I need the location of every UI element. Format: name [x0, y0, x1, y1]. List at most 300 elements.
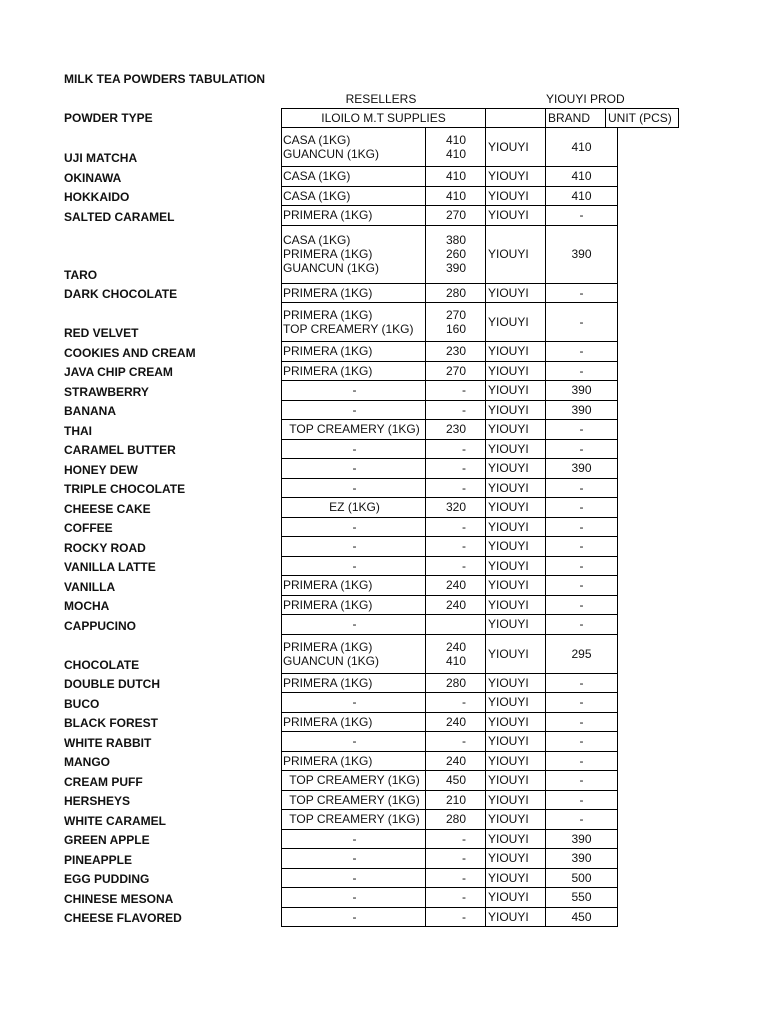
reseller-name-header: ILOILO M.T SUPPLIES [282, 109, 486, 127]
sheet-title: MILK TEA POWDERS TABULATION [64, 72, 266, 86]
brand-cell: YIOUYI [485, 732, 546, 752]
powder-name: TRIPLE CHOCOLATE [64, 482, 186, 496]
price-cell [425, 888, 486, 908]
price-entry: - [462, 695, 466, 710]
price-entry: - [462, 539, 466, 554]
price-cell [425, 557, 486, 577]
unit-cell: - [545, 284, 618, 304]
price-cell [425, 440, 486, 460]
table-row [0, 303, 768, 342]
reseller-cell [281, 810, 426, 830]
price-entry: 240 [445, 597, 466, 612]
powder-name: MANGO [64, 755, 110, 769]
reseller-entry: GUANCUN (1KG) [283, 653, 380, 668]
powder-name: CHEESE CAKE [64, 501, 151, 516]
reseller-cell [281, 830, 426, 850]
reseller-entry: EZ (1KG) [329, 500, 380, 515]
reseller-cell [281, 303, 426, 342]
unit-cell: - [545, 303, 618, 342]
powder-name: COFFEE [64, 521, 113, 535]
price-entry: - [462, 890, 466, 905]
price-entry: 280 [445, 285, 466, 300]
reseller-cell [281, 752, 426, 772]
brand-cell: YIOUYI [485, 615, 546, 635]
reseller-entry: - [352, 870, 357, 885]
resellers-header: RESELLERS [345, 92, 417, 106]
unit-cell: 550 [545, 888, 618, 908]
reseller-cell [281, 908, 426, 928]
price-cell [425, 908, 486, 928]
price-entry: 210 [445, 792, 466, 807]
brand-cell: YIOUYI [485, 498, 546, 518]
price-entry: 380 [445, 233, 466, 247]
price-cell [425, 167, 486, 187]
price-cell [425, 830, 486, 850]
powder-name: COOKIES AND CREAM [64, 345, 196, 360]
price-cell [425, 732, 486, 752]
brand-cell: YIOUYI [485, 869, 546, 889]
brand-cell: YIOUYI [485, 128, 546, 167]
reseller-entry: - [352, 558, 357, 573]
reseller-cell [281, 187, 426, 207]
brand-cell: YIOUYI [485, 459, 546, 479]
brand-cell: YIOUYI [485, 830, 546, 850]
price-entry: - [462, 383, 466, 398]
reseller-cell [281, 537, 426, 557]
brand-cell: YIOUYI [485, 908, 546, 928]
price-entry: - [462, 851, 466, 866]
reseller-entry: CASA (1KG) [283, 169, 351, 184]
price-entry: 230 [445, 344, 466, 359]
price-entry: 320 [445, 500, 466, 515]
price-cell [425, 498, 486, 518]
table-row [0, 849, 768, 869]
price-entry: - [462, 831, 466, 846]
powder-name: TARO [64, 267, 98, 282]
reseller-entry: - [352, 519, 357, 534]
powder-name: CHINESE MESONA [64, 891, 174, 906]
reseller-entry: - [352, 695, 357, 710]
price-cell [425, 187, 486, 207]
powder-name: BLACK FOREST [64, 716, 158, 730]
reseller-entry: PRIMERA (1KG) [283, 675, 373, 690]
powder-name: VANILLA [64, 579, 116, 594]
reseller-cell [281, 498, 426, 518]
table-row [0, 557, 768, 577]
price-cell [425, 362, 486, 382]
powder-name: HERSHEYS [64, 794, 131, 808]
price-entry: 410 [445, 133, 466, 147]
unit-cell: - [545, 479, 618, 499]
reseller-entry: TOP CREAMERY (1KG) [289, 422, 420, 437]
price-entry: - [462, 480, 466, 495]
unit-cell: - [545, 576, 618, 596]
reseller-entry: PRIMERA (1KG) [283, 714, 373, 729]
yiouyi-prod-header: YIOUYI PROD [546, 92, 625, 106]
powder-name: JAVA CHIP CREAM [64, 365, 173, 379]
price-cell [425, 479, 486, 499]
unit-cell: 410 [545, 128, 618, 167]
reseller-entry: GUANCUN (1KG) [283, 261, 380, 275]
price-entry: 270 [445, 308, 466, 322]
price-entry: 160 [445, 322, 466, 336]
table-row [0, 440, 768, 460]
table-row [0, 869, 768, 889]
price-cell [425, 401, 486, 421]
brand-cell: YIOUYI [485, 420, 546, 440]
unit-cell: 410 [545, 167, 618, 187]
unit-cell: 410 [545, 187, 618, 207]
table-row [0, 284, 768, 304]
price-entry: 270 [445, 208, 466, 223]
powder-name: UJI MATCHA [64, 151, 138, 165]
unit-cell: 500 [545, 869, 618, 889]
powder-name: HOKKAIDO [64, 190, 130, 204]
unit-cell: 390 [545, 381, 618, 401]
unit-cell: 450 [545, 908, 618, 928]
table-row [0, 674, 768, 694]
table-row [0, 713, 768, 733]
reseller-cell [281, 342, 426, 362]
reseller-entry: PRIMERA (1KG) [283, 578, 373, 593]
price-cell [425, 771, 486, 791]
price-entry: 280 [445, 675, 466, 690]
brand-cell: YIOUYI [485, 518, 546, 538]
table-row [0, 167, 768, 187]
unit-cell: - [545, 206, 618, 226]
table-row [0, 479, 768, 499]
reseller-entry: PRIMERA (1KG) [283, 753, 373, 768]
brand-cell: YIOUYI [485, 791, 546, 811]
price-cell [425, 674, 486, 694]
powder-name: CHEESE FLAVORED [64, 911, 182, 925]
reseller-entry: - [352, 851, 357, 866]
reseller-cell [281, 479, 426, 499]
powder-name: EGG PUDDING [64, 872, 150, 886]
powder-name: BUCO [64, 696, 100, 711]
unit-cell: - [545, 342, 618, 362]
reseller-cell [281, 401, 426, 421]
price-cell [425, 518, 486, 538]
reseller-entry: - [352, 617, 357, 632]
reseller-entry: TOP CREAMERY (1KG) [283, 322, 414, 336]
powder-name: GREEN APPLE [64, 833, 150, 847]
unit-cell: - [545, 440, 618, 460]
powder-name: OKINAWA [64, 170, 122, 185]
powder-name: CHOCOLATE [64, 657, 140, 672]
table-row [0, 518, 768, 538]
unit-header: UNIT (PCS) [608, 111, 672, 125]
brand-cell: YIOUYI [485, 187, 546, 207]
brand-cell: YIOUYI [485, 206, 546, 226]
brand-cell: YIOUYI [485, 810, 546, 830]
table-row [0, 459, 768, 479]
price-cell [425, 459, 486, 479]
powder-name: HONEY DEW [64, 462, 138, 477]
table-row [0, 596, 768, 616]
price-cell [425, 284, 486, 304]
powder-name: STRAWBERRY [64, 384, 149, 399]
table-row [0, 635, 768, 674]
powder-name: PINEAPPLE [64, 852, 133, 867]
table-row [0, 693, 768, 713]
price-entry: 450 [445, 773, 466, 788]
price-entry: - [462, 909, 466, 924]
unit-cell: 390 [545, 849, 618, 869]
powder-name: WHITE RABBIT [64, 735, 152, 750]
unit-cell: - [545, 732, 618, 752]
price-cell [425, 693, 486, 713]
reseller-cell [281, 596, 426, 616]
brand-cell: YIOUYI [485, 440, 546, 460]
unit-cell: - [545, 674, 618, 694]
brand-header: BRAND [546, 109, 606, 127]
brand-cell: YIOUYI [485, 771, 546, 791]
price-cell [425, 752, 486, 772]
price-cell [425, 420, 486, 440]
table-row [0, 420, 768, 440]
table-row [0, 226, 768, 284]
table-row [0, 752, 768, 772]
unit-cell: - [545, 596, 618, 616]
price-entry: 270 [445, 363, 466, 378]
reseller-cell [281, 128, 426, 167]
price-cell [425, 342, 486, 362]
reseller-entry: CASA (1KG) [283, 233, 351, 247]
table-row [0, 576, 768, 596]
brand-cell: YIOUYI [485, 167, 546, 187]
powder-name: DOUBLE DUTCH [64, 677, 160, 691]
brand-cell: YIOUYI [485, 674, 546, 694]
brand-cell: YIOUYI [485, 362, 546, 382]
reseller-entry: CASA (1KG) [283, 188, 351, 203]
price-cell [425, 869, 486, 889]
brand-cell: YIOUYI [485, 537, 546, 557]
powder-name: DARK CHOCOLATE [64, 287, 178, 301]
unit-cell: 390 [545, 226, 618, 284]
table-row [0, 206, 768, 226]
reseller-entry: - [352, 831, 357, 846]
brand-cell: YIOUYI [485, 713, 546, 733]
reseller-cell [281, 674, 426, 694]
price-header [486, 109, 546, 127]
reseller-entry: - [352, 461, 357, 476]
price-cell [425, 206, 486, 226]
powder-name: CREAM PUFF [64, 774, 143, 789]
brand-cell: YIOUYI [485, 303, 546, 342]
reseller-entry: - [352, 539, 357, 554]
unit-cell: - [545, 713, 618, 733]
reseller-entry: - [352, 734, 357, 749]
reseller-entry: TOP CREAMERY (1KG) [289, 773, 420, 788]
reseller-entry: - [352, 402, 357, 417]
reseller-cell [281, 440, 426, 460]
reseller-entry: PRIMERA (1KG) [283, 208, 373, 223]
powder-name: WHITE CARAMEL [64, 813, 166, 828]
brand-cell: YIOUYI [485, 284, 546, 304]
price-entry: - [462, 734, 466, 749]
table-row [0, 888, 768, 908]
unit-cell: 390 [545, 459, 618, 479]
price-entry: 390 [445, 261, 466, 275]
table-row [0, 187, 768, 207]
column-header-row [281, 108, 679, 128]
table-row [0, 908, 768, 928]
price-entry: 410 [445, 188, 466, 203]
reseller-cell [281, 732, 426, 752]
table-row [0, 362, 768, 382]
price-entry: 410 [445, 653, 466, 668]
price-cell [425, 713, 486, 733]
reseller-cell [281, 362, 426, 382]
brand-cell: YIOUYI [485, 557, 546, 577]
unit-cell: 390 [545, 401, 618, 421]
reseller-cell [281, 459, 426, 479]
powder-name: BANANA [64, 404, 116, 418]
unit-cell: - [545, 537, 618, 557]
unit-cell: 295 [545, 635, 618, 674]
reseller-cell [281, 888, 426, 908]
unit-cell: - [545, 810, 618, 830]
unit-cell: - [545, 771, 618, 791]
price-cell [425, 226, 486, 284]
price-cell [425, 576, 486, 596]
powder-name: ROCKY ROAD [64, 540, 146, 555]
unit-cell: 390 [545, 830, 618, 850]
reseller-cell [281, 615, 426, 635]
brand-cell: YIOUYI [485, 576, 546, 596]
price-cell [425, 381, 486, 401]
reseller-entry: - [352, 383, 357, 398]
reseller-entry: PRIMERA (1KG) [283, 285, 373, 300]
reseller-cell [281, 791, 426, 811]
table-row [0, 498, 768, 518]
price-entry: - [462, 870, 466, 885]
reseller-cell [281, 420, 426, 440]
reseller-cell [281, 557, 426, 577]
price-entry: - [462, 402, 466, 417]
powder-name: CARAMEL BUTTER [64, 443, 176, 457]
powder-name: RED VELVET [64, 326, 139, 340]
reseller-entry: PRIMERA (1KG) [283, 363, 373, 378]
brand-cell: YIOUYI [485, 849, 546, 869]
table-row [0, 791, 768, 811]
price-cell [425, 596, 486, 616]
reseller-entry: TOP CREAMERY (1KG) [289, 812, 420, 827]
reseller-entry: PRIMERA (1KG) [283, 639, 373, 654]
reseller-cell [281, 206, 426, 226]
table-row [0, 381, 768, 401]
reseller-cell [281, 849, 426, 869]
reseller-entry: CASA (1KG) [283, 133, 351, 147]
reseller-cell [281, 869, 426, 889]
table-row [0, 342, 768, 362]
reseller-cell [281, 576, 426, 596]
unit-cell: - [545, 791, 618, 811]
table-row [0, 401, 768, 421]
price-entry: 410 [445, 147, 466, 161]
reseller-cell [281, 518, 426, 538]
price-entry: 240 [445, 753, 466, 768]
price-entry: 260 [445, 247, 466, 261]
powder-name: SALTED CARAMEL [64, 209, 175, 224]
price-entry: - [462, 441, 466, 456]
brand-cell: YIOUYI [485, 635, 546, 674]
unit-cell: - [545, 362, 618, 382]
price-entry: 280 [445, 812, 466, 827]
reseller-cell [281, 284, 426, 304]
reseller-cell [281, 167, 426, 187]
price-entry: 230 [445, 422, 466, 437]
table-row [0, 537, 768, 557]
brand-cell: YIOUYI [485, 342, 546, 362]
price-cell [425, 849, 486, 869]
reseller-cell [281, 693, 426, 713]
reseller-entry: - [352, 480, 357, 495]
reseller-entry: GUANCUN (1KG) [283, 147, 380, 161]
price-cell [425, 615, 486, 635]
brand-cell: YIOUYI [485, 226, 546, 284]
powder-type-header: POWDER TYPE [64, 111, 153, 125]
table-row [0, 771, 768, 791]
brand-cell: YIOUYI [485, 596, 546, 616]
price-cell [425, 635, 486, 674]
powder-name: VANILLA LATTE [64, 560, 156, 574]
brand-cell: YIOUYI [485, 381, 546, 401]
unit-cell: - [545, 420, 618, 440]
brand-cell: YIOUYI [485, 752, 546, 772]
brand-cell: YIOUYI [485, 888, 546, 908]
price-cell [425, 810, 486, 830]
reseller-cell [281, 771, 426, 791]
reseller-entry: - [352, 441, 357, 456]
reseller-cell [281, 226, 426, 284]
unit-cell: - [545, 518, 618, 538]
reseller-entry: PRIMERA (1KG) [283, 597, 373, 612]
reseller-entry: TOP CREAMERY (1KG) [289, 792, 420, 807]
reseller-entry: PRIMERA (1KG) [283, 344, 373, 359]
unit-cell: - [545, 615, 618, 635]
reseller-entry: PRIMERA (1KG) [283, 247, 373, 261]
table-row [0, 830, 768, 850]
reseller-cell [281, 381, 426, 401]
reseller-entry: - [352, 909, 357, 924]
price-entry: 240 [445, 578, 466, 593]
brand-cell: YIOUYI [485, 479, 546, 499]
price-cell [425, 128, 486, 167]
price-cell [425, 537, 486, 557]
price-entry: - [462, 558, 466, 573]
reseller-cell [281, 713, 426, 733]
reseller-entry: - [352, 890, 357, 905]
price-cell [425, 791, 486, 811]
powder-name: CAPPUCINO [64, 618, 137, 633]
price-entry: - [462, 461, 466, 476]
table-row [0, 128, 768, 167]
powder-name: MOCHA [64, 599, 110, 613]
brand-cell: YIOUYI [485, 693, 546, 713]
price-entry: - [462, 519, 466, 534]
price-entry: 240 [445, 639, 466, 654]
unit-cell: - [545, 752, 618, 772]
unit-cell: - [545, 557, 618, 577]
unit-cell: - [545, 693, 618, 713]
unit-cell: - [545, 498, 618, 518]
table-row [0, 810, 768, 830]
table-row [0, 615, 768, 635]
reseller-entry: PRIMERA (1KG) [283, 308, 373, 322]
reseller-cell [281, 635, 426, 674]
